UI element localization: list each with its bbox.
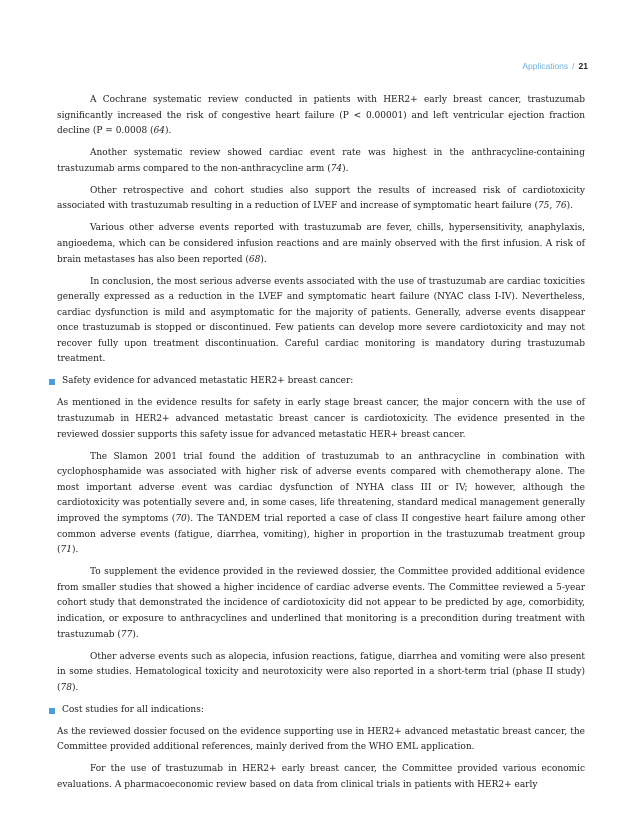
reference: 70 bbox=[175, 513, 187, 524]
paragraph-text: The Slamon 2001 trial found the addition of trastuzumab to an anthracycline in combination with cyclophosphamide was associated with higher risk of adverse events compared with chemotherapy alone. The most important adverse event was cardiac dysfunction of NYHA class III or IV; however, although the cardiotoxicity was potentially severe and, in some cases, life threatening, standard medical management generally improved the symptoms ( bbox=[57, 451, 585, 524]
bullet-safety-evidence bbox=[49, 374, 585, 390]
bullet-square-icon bbox=[49, 379, 55, 385]
paragraph-text: In conclusion, the most serious adverse events associated with the use of trastuzumab are cardiac toxicities generally expressed as a reduction in the LVEF and symptomatic heart failure (NYAC class I-IV). Nevertheless, cardiac dysfunction is mild and asymptomatic for the majority of patients. Generally, adverse events disappear once trastuzumab is stopped or discontinued. Few patients can develop more severe cardiotoxicity and may not recover fully upon treatment discontinuation. Careful cardiac monitoring is mandatory during trastuzumab treatment. bbox=[57, 276, 585, 365]
paragraph-text: As mentioned in the evidence results for safety in early stage breast cancer, the major concern with the use of trastuzumab in HER2+ advanced metastatic breast cancer is cardiotoxicity. The evidence presented in the reviewed dossier supports this safety issue for advanced metastatic HER+ breast cancer. bbox=[57, 398, 585, 440]
paragraph-cochrane-review bbox=[57, 93, 585, 140]
paragraph-other-adverse-events-2 bbox=[57, 650, 585, 697]
paragraph-systematic-review bbox=[57, 146, 585, 177]
paragraph-text: ). bbox=[71, 682, 79, 693]
paragraph-slamon-trial bbox=[57, 450, 585, 559]
bullet-label: Cost studies for all indications: bbox=[62, 704, 204, 715]
paragraph-text: ). bbox=[260, 254, 267, 265]
paragraph-cohort-studies bbox=[57, 184, 585, 215]
paragraph-economic-evaluations bbox=[57, 762, 585, 793]
page-number: 21 bbox=[578, 61, 588, 71]
running-header bbox=[522, 61, 588, 71]
header-section: Applications bbox=[522, 61, 569, 71]
reference: 68 bbox=[248, 254, 261, 265]
paragraph-text: Other retrospective and cohort studies also support the results of increased risk of cardiotoxicity associated with trastuzumab resulting in a reduction of LVEF and increase of symptomatic heart failure ( bbox=[57, 185, 585, 212]
header-separator: / bbox=[572, 61, 575, 71]
bullet-cost-studies bbox=[49, 703, 585, 719]
paragraph-text: ). bbox=[132, 629, 139, 640]
paragraph-other-adverse-events bbox=[57, 221, 585, 268]
paragraph-text: A Cochrane systematic review conducted in patients with HER2+ early breast cancer, trastuzumab significantly increased the risk of congestive heart failure (P < 0.00001) and left ventricular ejection fraction decline (P = 0.0008 ( bbox=[57, 95, 585, 137]
paragraph-supplement-evidence bbox=[57, 565, 585, 643]
paragraph-text: ). bbox=[71, 545, 79, 556]
reference: 74 bbox=[330, 163, 343, 174]
paragraph-text: Other adverse events such as alopecia, infusion reactions, fatigue, diarrhea and vomiting were also present in some studies. Hematological toxicity and neurotoxicity were also reported in a short-term trial (phase II study) ( bbox=[57, 651, 585, 693]
page-body bbox=[57, 93, 585, 800]
bullet-square-icon bbox=[49, 708, 55, 714]
paragraph-text: ). The TANDEM trial reported a case of class II congestive heart failure among other common adverse events (fatigue, diarrhea, vomiting), higher in proportion in the trastuzumab treatment group ( bbox=[57, 513, 585, 556]
reference: 64 bbox=[153, 126, 166, 137]
paragraph-text: ). bbox=[342, 163, 349, 174]
paragraph-conclusion bbox=[57, 275, 585, 369]
reference: 78 bbox=[60, 682, 72, 693]
paragraph-text: For the use of trastuzumab in HER2+ early breast cancer, the Committee provided various economic evaluations. A pharmacoeconomic review based on data from clinical trials in patients with HER2+ early bbox=[57, 764, 585, 790]
bullet-label: Safety evidence for advanced metastatic HER2+ breast cancer: bbox=[62, 376, 354, 387]
paragraph-dossier-focus bbox=[57, 725, 585, 756]
paragraph-text: As the reviewed dossier focused on the evidence supporting use in HER2+ advanced metastatic breast cancer, the Committee provided additional references, mainly derived from the WHO EML application. bbox=[57, 726, 585, 753]
paragraph-text: ). bbox=[165, 126, 172, 137]
paragraph-text: To supplement the evidence provided in the reviewed dossier, the Committee provided additional evidence from smaller studies that showed a higher incidence of cardiac adverse events. The Committee reviewed a 5-year cohort study that demonstrated the incidence of cardiotoxicity did not appear to be predicted by age, comorbidity, indication, or exposure to anthracyclines and underlined that monitoring is a precondition during treatment with trastuzumab ( bbox=[57, 567, 585, 640]
paragraph-cardiotoxicity-concern bbox=[57, 396, 585, 443]
paragraph-text: ). bbox=[566, 201, 573, 212]
reference: 77 bbox=[120, 629, 133, 640]
paragraph-text: Another systematic review showed cardiac event rate was highest in the anthracycline-containing trastuzumab arms compared to the non-anthracycline arm ( bbox=[57, 148, 585, 174]
reference: 75, 76 bbox=[537, 201, 567, 212]
paragraph-text: Various other adverse events reported with trastuzumab are fever, chills, hypersensitivity, anaphylaxis, angioedema, which can be considered infusion reactions and are mainly observed with the first infusion. A risk of brain metastases has also been reported ( bbox=[57, 223, 585, 265]
reference: 71 bbox=[60, 545, 72, 556]
